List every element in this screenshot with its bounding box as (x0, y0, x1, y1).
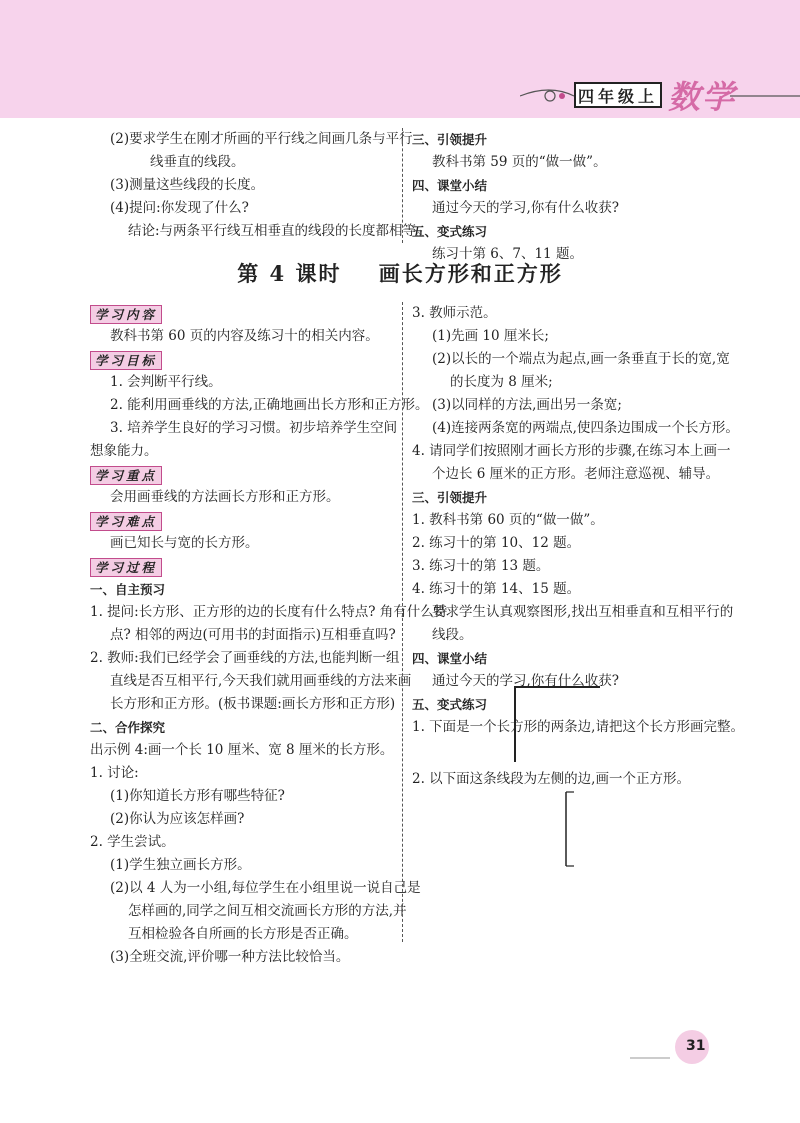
text-line: (2)你认为应该怎样画? (110, 811, 245, 827)
column-divider (402, 128, 403, 243)
text-line: (4)提问:你发现了什么? (110, 200, 249, 216)
section-title: 二、合作探究 (90, 720, 166, 735)
text-line: 通过今天的学习,你有什么收获? (432, 200, 620, 216)
goal-item: 3. 培养学生良好的学习习惯。初步培养学生空间 (110, 420, 398, 436)
text-line: 2. 练习十的第 10、12 题。 (412, 535, 581, 551)
tag-learning-goals: 学习目标 (90, 351, 162, 370)
text-line: 线段。 (432, 627, 473, 643)
text-line: 1. 提问:长方形、正方形的边的长度有什么特点? 角有什么特 (90, 604, 448, 620)
section-title: 四、课堂小结 (412, 178, 488, 193)
text-line: 通过今天的学习,你有什么收获? (432, 673, 620, 689)
column-divider (402, 302, 403, 942)
left-column (90, 302, 447, 969)
top-left-column (90, 128, 430, 243)
text-line: 要求学生认真观察图形,找出互相垂直和互相平行的 (432, 604, 734, 620)
text-line: (2)要求学生在刚才所画的平行线之间画几条与平行 (110, 131, 413, 147)
text-line: 1. 教科书第 60 页的“做一做”。 (412, 512, 604, 528)
text-line: (4)连接两条宽的两端点,使四条边围成一个长方形。 (432, 420, 739, 436)
grade-label: 四年级上 (574, 82, 662, 108)
section-title: 一、自主预习 (90, 582, 166, 597)
text-line: (3)以同样的方法,画出另一条宽; (432, 397, 622, 413)
text-line: 的长度为 8 厘米; (450, 374, 553, 390)
exercise-2: 2. 以下面这条线段为左侧的边,画一个正方形。 (412, 771, 690, 787)
text-line: 互相检验各自所画的长方形是否正确。 (128, 926, 358, 942)
section-title: 五、变式练习 (412, 697, 488, 712)
section-title: 五、变式练习 (412, 224, 488, 239)
section-title: 三、引领提升 (412, 490, 488, 505)
text-line: 练习十第 6、7、11 题。 (432, 246, 583, 262)
exercise-1: 1. 下面是一个长方形的两条边,请把这个长方形画完整。 (412, 719, 744, 735)
right-column (412, 302, 744, 739)
text-line: (2)以长的一个端点为起点,画一条垂直于长的宽,宽 (432, 351, 730, 367)
text-line: 2. 学生尝试。 (90, 834, 175, 850)
text-line: 教科书第 59 页的“做一做”。 (432, 154, 607, 170)
text-line: (1)你知道长方形有哪些特征? (110, 788, 285, 804)
text-line: 直线是否互相平行,今天我们就用画垂线的方法来画 (110, 673, 412, 689)
text-line: (3)测量这些线段的长度。 (110, 177, 265, 193)
text-line: 会用画垂线的方法画长方形和正方形。 (110, 489, 340, 505)
text-line: 画已知长与宽的长方形。 (110, 535, 259, 551)
text-line: (1)先画 10 厘米长; (432, 328, 549, 344)
page-number-ornament (630, 1028, 730, 1068)
text-line: 出示例 4:画一个长 10 厘米、宽 8 厘米的长方形。 (90, 742, 394, 758)
text-line: (1)学生独立画长方形。 (110, 857, 251, 873)
text-line: 3. 教师示范。 (412, 305, 497, 321)
text-line: 怎样画的,同学之间互相交流画长方形的方法,并 (128, 903, 407, 919)
text-line: 个边长 6 厘米的正方形。老师注意巡视、辅导。 (432, 466, 720, 482)
subject-logo: 数学 (668, 78, 737, 116)
tag-learning-content: 学习内容 (90, 305, 162, 324)
exercise-2-figure (560, 790, 580, 870)
text-line: 1. 讨论: (90, 765, 139, 781)
goal-item: 1. 会判断平行线。 (110, 374, 222, 390)
page-number: 31 (686, 1038, 706, 1054)
exercise-1-figure (505, 684, 605, 766)
text-line: (2)以 4 人为一小组,每位学生在小组里说一说自己是 (110, 880, 421, 896)
section-title: 三、引领提升 (412, 132, 488, 147)
tag-difficulty: 学习难点 (90, 512, 162, 531)
text-line: 2. 教师:我们已经学会了画垂线的方法,也能判断一组 (90, 650, 400, 666)
text-line: 结论:与两条平行线互相垂直的线段的长度都相等。 (128, 223, 430, 239)
text-line: (3)全班交流,评价哪一种方法比较恰当。 (110, 949, 350, 965)
text-line: 4. 请同学们按照刚才画长方形的步骤,在练习本上画一 (412, 443, 731, 459)
text-line: 教科书第 60 页的内容及练习十的相关内容。 (110, 328, 379, 344)
top-right-column (412, 128, 619, 266)
goal-item: 2. 能利用画垂线的方法,正确地画出长方形和正方形。 (110, 397, 429, 413)
text-line: 4. 练习十的第 14、15 题。 (412, 581, 581, 597)
exercise-2-wrap (412, 768, 690, 791)
text-line: 长方形和正方形。(板书课题:画长方形和正方形) (110, 696, 396, 712)
text-line: 点? 相邻的两边(可用书的封面指示)互相垂直吗? (110, 627, 396, 643)
tag-process: 学习过程 (90, 558, 162, 577)
goal-item: 想象能力。 (90, 443, 158, 459)
text-line: 线垂直的线段。 (150, 154, 245, 170)
text-line: 3. 练习十的第 13 题。 (412, 558, 550, 574)
section-title: 四、课堂小结 (412, 651, 488, 666)
lesson-title: 第 4 课时 画长方形和正方形 (237, 261, 563, 286)
tag-key-point: 学习重点 (90, 466, 162, 485)
